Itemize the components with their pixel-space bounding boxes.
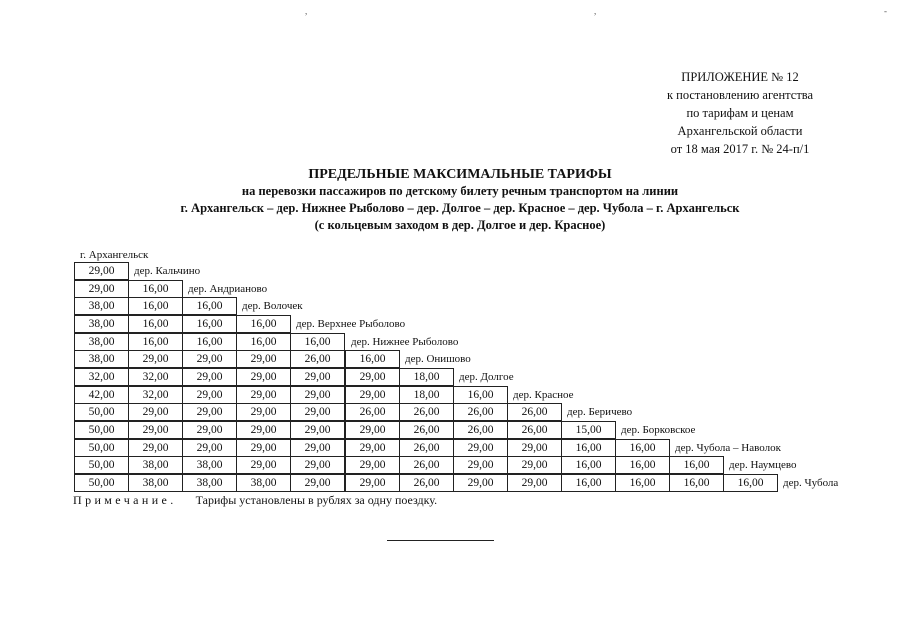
tariff-cell: 26,00 — [453, 421, 508, 439]
tariff-cell: 16,00 — [615, 474, 670, 492]
note-label: Примечание. — [73, 493, 177, 507]
tariff-cell: 16,00 — [182, 315, 237, 333]
tariff-cell: 16,00 — [128, 297, 183, 315]
tariff-cell: 26,00 — [399, 403, 454, 421]
tariff-cell: 18,00 — [399, 386, 454, 404]
tariff-cell: 42,00 — [74, 386, 129, 404]
tariff-cell: 38,00 — [74, 315, 129, 333]
note — [73, 493, 437, 508]
tariff-cell: 16,00 — [236, 333, 291, 351]
tariff-cell: 50,00 — [74, 421, 129, 439]
document-title — [40, 166, 880, 234]
tariff-cell: 16,00 — [669, 474, 724, 492]
tariff-cell: 26,00 — [399, 456, 454, 474]
tariff-cell: 26,00 — [399, 474, 454, 492]
stop-name: дер. Беричево — [567, 406, 633, 418]
tariff-cell: 16,00 — [561, 474, 616, 492]
tariff-cell: 26,00 — [399, 421, 454, 439]
tariff-cell: 29,00 — [182, 439, 237, 457]
origin-stop: г. Архангельск — [80, 249, 149, 261]
tariff-cell: 29,00 — [128, 350, 183, 368]
stop-name: дер. Верхнее Рыболово — [296, 318, 406, 330]
tariff-cell: 16,00 — [561, 456, 616, 474]
appendix-block — [600, 68, 880, 158]
appendix-date: от 18 мая 2017 г. № 24-п/1 — [670, 142, 810, 156]
tariff-cell: 16,00 — [182, 297, 237, 315]
tariff-cell: 29,00 — [236, 421, 291, 439]
tariff-cell: 50,00 — [74, 474, 129, 492]
tariff-cell: 16,00 — [561, 439, 616, 457]
tariff-cell: 29,00 — [507, 439, 562, 457]
tariff-cell: 29,00 — [290, 456, 345, 474]
tariff-cell: 16,00 — [615, 456, 670, 474]
tariff-cell: 29,00 — [74, 280, 129, 298]
tariff-cell: 29,00 — [290, 474, 345, 492]
tariff-cell: 32,00 — [74, 368, 129, 386]
stop-name: дер. Наумцево — [729, 459, 797, 471]
scan-mark: , — [594, 6, 597, 16]
tariff-cell: 38,00 — [74, 350, 129, 368]
tariff-cell: 15,00 — [561, 421, 616, 439]
tariff-cell: 29,00 — [453, 439, 508, 457]
tariff-cell: 26,00 — [399, 439, 454, 457]
tariff-cell: 38,00 — [182, 474, 237, 492]
tariff-cell: 16,00 — [615, 439, 670, 457]
title-subtitle: на перевозки пассажиров по детскому билету речным транспортом на линии — [241, 184, 679, 198]
stop-name: дер. Борковское — [621, 424, 696, 436]
tariff-cell: 32,00 — [128, 368, 183, 386]
tariff-cell: 29,00 — [236, 439, 291, 457]
tariff-cell: 29,00 — [236, 386, 291, 404]
tariff-cell: 29,00 — [290, 403, 345, 421]
appendix-line: Архангельской области — [677, 124, 803, 138]
stop-name: дер. Красное — [513, 389, 574, 401]
signature-line — [387, 540, 494, 541]
tariff-cell: 29,00 — [290, 368, 345, 386]
tariff-cell: 29,00 — [290, 439, 345, 457]
scan-mark: - — [884, 6, 887, 16]
appendix-line: к постановлению агентства — [666, 88, 814, 102]
tariff-cell: 16,00 — [236, 315, 291, 333]
tariff-cell: 38,00 — [182, 456, 237, 474]
tariff-cell: 29,00 — [345, 456, 400, 474]
tariff-cell: 16,00 — [290, 333, 345, 351]
stop-name: дер. Долгое — [459, 371, 514, 383]
tariff-cell: 29,00 — [236, 350, 291, 368]
tariff-cell: 38,00 — [236, 474, 291, 492]
stop-name: дер. Нижнее Рыболово — [351, 336, 459, 348]
tariff-cell: 29,00 — [345, 386, 400, 404]
tariff-cell: 38,00 — [128, 456, 183, 474]
title-route: г. Архангельск – дер. Нижнее Рыболово – дер. Долгое – дер. Красное – дер. Чубола – г. Архангельск — [180, 201, 740, 215]
tariff-cell: 29,00 — [453, 456, 508, 474]
tariff-cell: 50,00 — [74, 403, 129, 421]
tariff-cell: 29,00 — [74, 262, 129, 280]
stop-name: дер. Онишово — [405, 353, 471, 365]
tariff-cell: 16,00 — [669, 456, 724, 474]
tariff-cell: 16,00 — [723, 474, 778, 492]
tariff-cell: 29,00 — [345, 439, 400, 457]
tariff-cell: 50,00 — [74, 439, 129, 457]
stop-name: дер. Кальчино — [134, 265, 201, 277]
title-route-note: (с кольцевым заходом в дер. Долгое и дер. Красное) — [314, 218, 606, 232]
tariff-cell: 16,00 — [182, 333, 237, 351]
tariff-cell: 29,00 — [345, 421, 400, 439]
tariff-cell: 26,00 — [290, 350, 345, 368]
stop-name: дер. Волочек — [242, 300, 303, 312]
note-text: Тарифы установлены в рублях за одну поездку. — [195, 493, 438, 507]
scan-mark: , — [305, 6, 308, 16]
tariff-cell: 16,00 — [453, 386, 508, 404]
tariff-cell: 38,00 — [128, 474, 183, 492]
stop-name: дер. Чубола – Наволок — [675, 442, 781, 454]
tariff-cell: 16,00 — [128, 280, 183, 298]
tariff-cell: 38,00 — [74, 333, 129, 351]
tariff-cell: 29,00 — [128, 439, 183, 457]
title-main: ПРЕДЕЛЬНЫЕ МАКСИМАЛЬНЫЕ ТАРИФЫ — [308, 167, 612, 182]
tariff-cell: 29,00 — [128, 421, 183, 439]
tariff-cell: 16,00 — [128, 315, 183, 333]
tariff-cell: 18,00 — [399, 368, 454, 386]
tariff-cell: 29,00 — [236, 456, 291, 474]
tariff-cell: 26,00 — [507, 403, 562, 421]
tariff-cell: 32,00 — [128, 386, 183, 404]
tariff-cell: 16,00 — [128, 333, 183, 351]
tariff-cell: 16,00 — [345, 350, 400, 368]
tariff-cell: 29,00 — [507, 474, 562, 492]
tariff-cell: 29,00 — [345, 474, 400, 492]
tariff-cell: 29,00 — [182, 386, 237, 404]
tariff-cell: 29,00 — [290, 421, 345, 439]
tariff-cell: 29,00 — [182, 368, 237, 386]
tariff-cell: 38,00 — [74, 297, 129, 315]
appendix-number: ПРИЛОЖЕНИЕ № 12 — [681, 70, 799, 84]
tariff-cell: 29,00 — [453, 474, 508, 492]
tariff-cell: 29,00 — [345, 368, 400, 386]
tariff-cell: 29,00 — [236, 403, 291, 421]
tariff-cell: 29,00 — [182, 403, 237, 421]
tariff-cell: 26,00 — [345, 403, 400, 421]
tariff-cell: 29,00 — [236, 368, 291, 386]
tariff-cell: 26,00 — [453, 403, 508, 421]
tariff-cell: 29,00 — [182, 350, 237, 368]
stop-name: дер. Андрианово — [188, 283, 268, 295]
tariff-cell: 29,00 — [182, 421, 237, 439]
tariff-cell: 26,00 — [507, 421, 562, 439]
tariff-cell: 29,00 — [290, 386, 345, 404]
tariff-cell: 50,00 — [74, 456, 129, 474]
stop-name: дер. Чубола — [783, 477, 839, 489]
appendix-line: по тарифам и ценам — [686, 106, 794, 120]
tariff-cell: 29,00 — [507, 456, 562, 474]
tariff-cell: 29,00 — [128, 403, 183, 421]
